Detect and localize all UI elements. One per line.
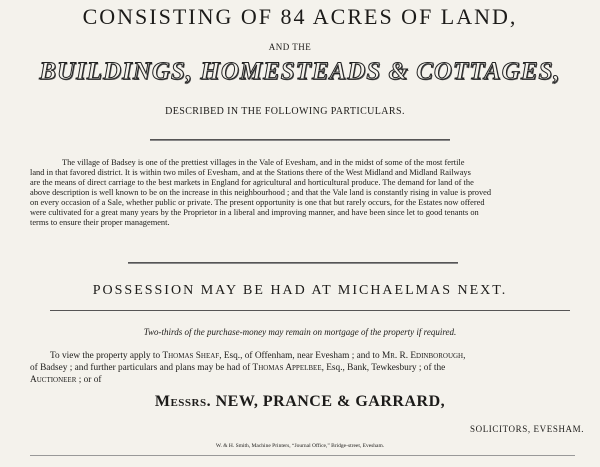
messrs-label: Messrs.	[154, 393, 212, 410]
auctioneer-label: Auctioneer	[30, 375, 77, 385]
paragraph-line: land in that favored district. It is within two miles of Evesham, and at the Stations there of the West Midland and Midland Railways	[30, 168, 471, 177]
heading-buildings: BUILDINGS, HOMESTEADS & COTTAGES,	[39, 58, 561, 85]
described-in-particulars: DESCRIBED IN THE FOLLOWING PARTICULARS.	[165, 106, 405, 117]
contact-thomas-appelbee: Thomas Appelbee	[252, 363, 322, 373]
divider-rule	[150, 139, 450, 141]
bottom-rule	[30, 455, 575, 456]
divider-rule	[50, 310, 570, 311]
viewing-line: Auctioneer ; or of	[30, 375, 102, 385]
firm-name-text: NEW, PRANCE & GARRARD,	[215, 393, 446, 410]
and-the-text: AND THE	[268, 42, 312, 52]
paragraph-line: above description is well known to be on the increase in this neighbourhood ; and that the Vale land is constantly rising in value is proved	[30, 188, 492, 197]
contact-r-edinborough: Mr. R. Edinborough	[381, 351, 464, 361]
paragraph-line: terms to ensure their proper management.	[30, 218, 170, 227]
firm-name	[0, 393, 600, 411]
contact-thomas-sheaf: Thomas Sheaf	[162, 351, 220, 361]
divider-rule	[128, 262, 458, 264]
viewing-line: To view the property apply to Thomas Sheaf, Esq., of Offenham, near Evesham ; and to Mr. R. Edinborough,	[50, 351, 466, 361]
mortgage-note: Two-thirds of the purchase-money may remain on mortgage of the property if required.	[143, 327, 457, 337]
paragraph-line: were cultivated for a great many years by the Proprietor in a liberal and improving manner, and have been since let to good tenants on	[30, 208, 479, 217]
paragraph-line: on every occasion of a Sale, whether public or private. The present opportunity is one that but rarely occurs, for the Estates now offered	[30, 198, 485, 207]
heading-acres-of-land: CONSISTING OF 84 ACRES OF LAND,	[82, 4, 518, 29]
possession-notice: POSSESSION MAY BE HAD AT MICHAELMAS NEXT.	[92, 283, 508, 298]
paragraph-line: are the means of direct carriage to the best markets in England for agricultural and horticultural produce. The demand for land of the	[30, 178, 474, 187]
viewing-line: of Badsey ; and further particulars and plans may be had of Thomas Appelbee, Esq., Bank, Tewkesbury ; of the	[30, 363, 446, 373]
printer-imprint: W. & H. Smith, Machine Printers, “Journal Office,” Bridge-street, Evesham.	[215, 443, 385, 449]
paragraph-line: The village of Badsey is one of the prettiest villages in the Vale of Evesham, and in the midst of some of the most fertile	[62, 158, 465, 167]
solicitors-evesham: SOLICITORS, EVESHAM.	[470, 424, 585, 434]
